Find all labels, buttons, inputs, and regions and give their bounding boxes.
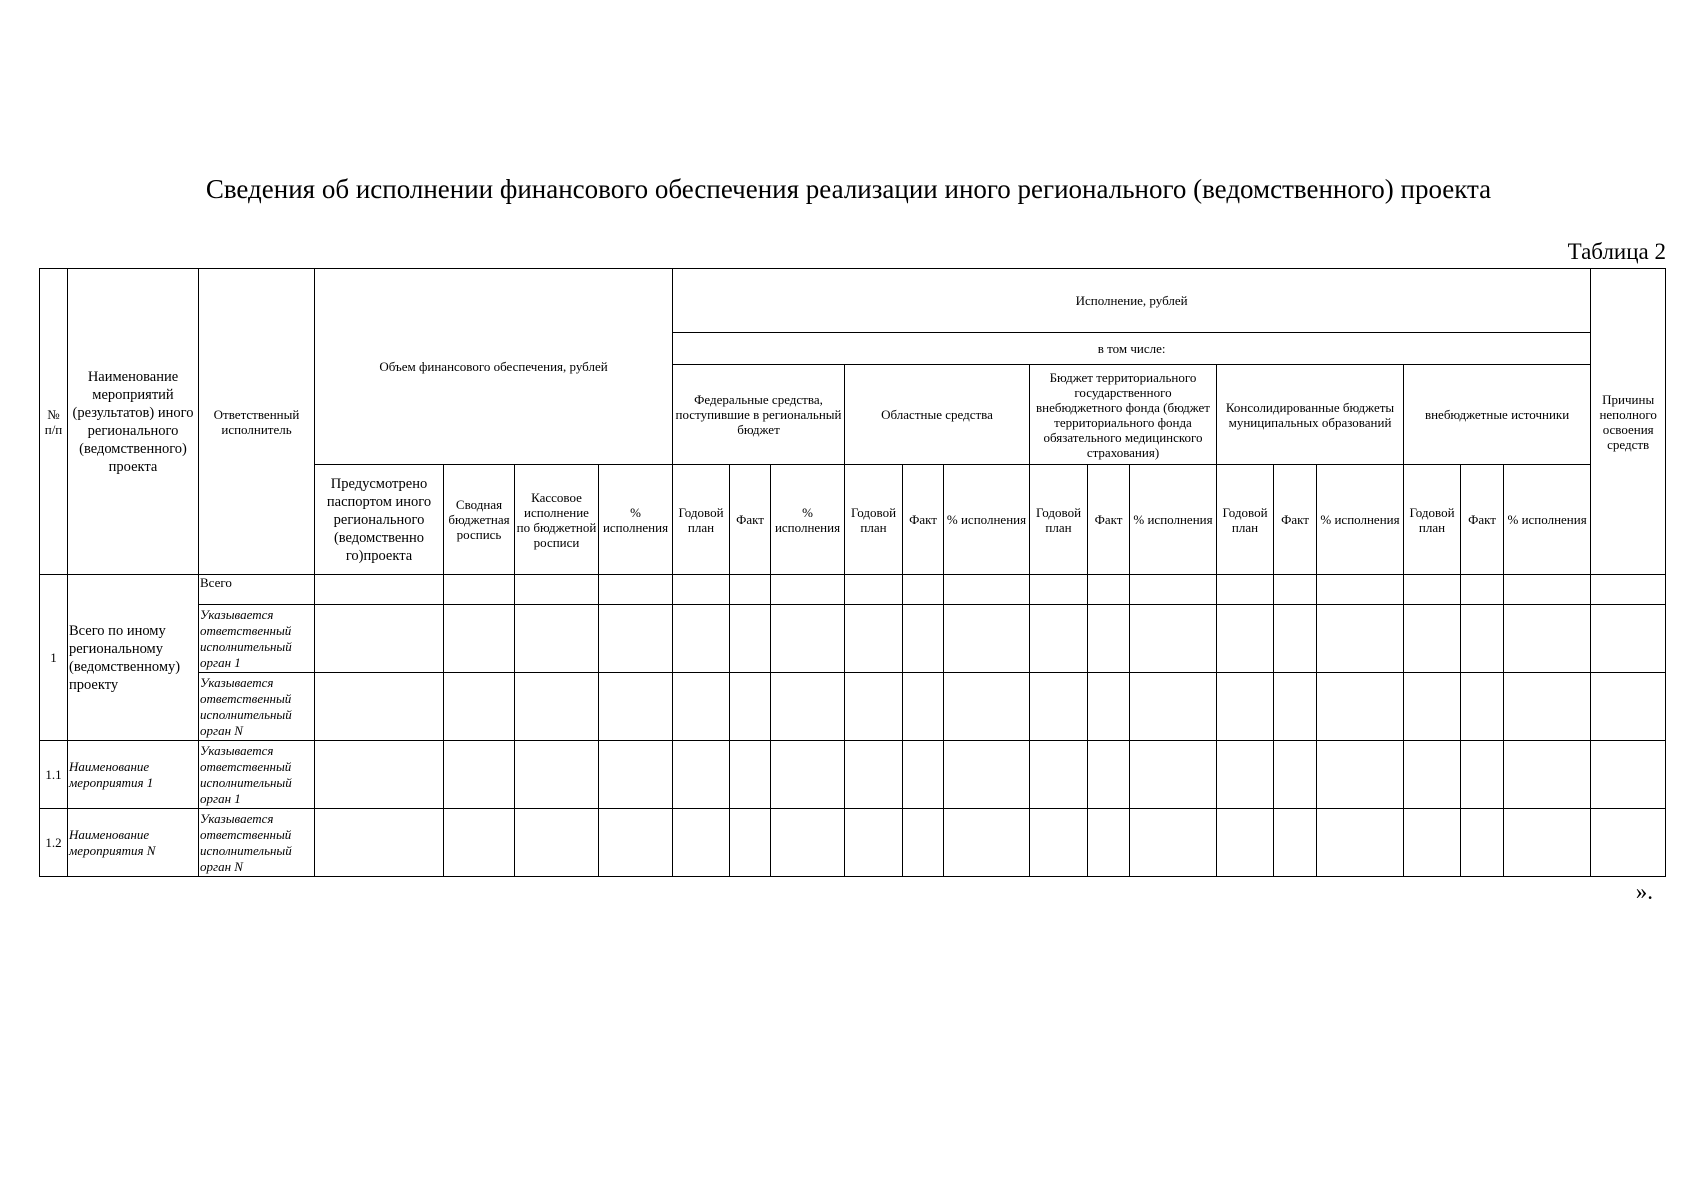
empty-cell <box>1504 741 1591 809</box>
empty-cell <box>1217 741 1274 809</box>
row-responsible: Указывается ответственный исполнительный орган N <box>199 809 315 877</box>
header-volume-budget-list: Сводная бюджетная роспись <box>444 465 515 575</box>
header-extrabudgetary-percent: % исполнения <box>1504 465 1591 575</box>
empty-cell <box>944 575 1030 605</box>
empty-cell <box>771 575 845 605</box>
empty-cell <box>673 605 730 673</box>
empty-cell <box>515 673 599 741</box>
empty-cell <box>1591 575 1666 605</box>
empty-cell <box>1088 673 1130 741</box>
table-row <box>40 605 1666 673</box>
empty-cell <box>515 575 599 605</box>
header-number: № п/п <box>40 269 68 575</box>
empty-cell <box>1274 741 1317 809</box>
table-row <box>40 575 1666 605</box>
empty-cell <box>1274 673 1317 741</box>
header-including: в том числе: <box>673 333 1591 365</box>
row-activity-name: Всего по иному региональному (ведомственному) проекту <box>68 575 199 741</box>
empty-cell <box>771 741 845 809</box>
empty-cell <box>1504 605 1591 673</box>
header-municipal-percent: % исполнения <box>1317 465 1404 575</box>
header-volume-cash-execution: Кассовое исполнение по бюджетной росписи <box>515 465 599 575</box>
empty-cell <box>903 809 944 877</box>
empty-cell <box>1130 673 1217 741</box>
header-group-territorial-fund: Бюджет территориального государственного внебюджетного фонда (бюджет территориального фонда обязательного медицинского страхования) <box>1030 365 1217 465</box>
row-responsible: Указывается ответственный исполнительный орган 1 <box>199 741 315 809</box>
header-extrabudgetary-fact: Факт <box>1461 465 1504 575</box>
row-responsible: Указывается ответственный исполнительный орган 1 <box>199 605 315 673</box>
row-responsible: Указывается ответственный исполнительный орган N <box>199 673 315 741</box>
empty-cell <box>1504 809 1591 877</box>
header-extrabudgetary-annual-plan: Годовой план <box>1404 465 1461 575</box>
table-row <box>40 673 1666 741</box>
empty-cell <box>1317 575 1404 605</box>
empty-cell <box>1274 605 1317 673</box>
empty-cell <box>845 605 903 673</box>
empty-cell <box>1030 741 1088 809</box>
empty-cell <box>1404 809 1461 877</box>
empty-cell <box>673 809 730 877</box>
header-territorial-annual-plan: Годовой план <box>1030 465 1088 575</box>
empty-cell <box>1130 741 1217 809</box>
empty-cell <box>1088 741 1130 809</box>
header-group-extrabudgetary: внебюджетные источники <box>1404 365 1591 465</box>
empty-cell <box>730 605 771 673</box>
header-federal-percent: % исполнения <box>771 465 845 575</box>
header-volume-passport: Предусмотрено паспортом иного регионального (ведомственно го)проекта <box>315 465 444 575</box>
empty-cell <box>903 605 944 673</box>
empty-cell <box>1461 673 1504 741</box>
empty-cell <box>315 673 444 741</box>
empty-cell <box>515 809 599 877</box>
empty-cell <box>845 575 903 605</box>
empty-cell <box>1088 809 1130 877</box>
empty-cell <box>771 605 845 673</box>
empty-cell <box>515 741 599 809</box>
empty-cell <box>315 741 444 809</box>
table-number-label: Таблица 2 <box>1567 239 1666 264</box>
header-group-regional: Областные средства <box>845 365 1030 465</box>
empty-cell <box>1591 673 1666 741</box>
header-municipal-annual-plan: Годовой план <box>1217 465 1274 575</box>
empty-cell <box>1317 605 1404 673</box>
empty-cell <box>444 809 515 877</box>
empty-cell <box>1317 741 1404 809</box>
empty-cell <box>730 809 771 877</box>
empty-cell <box>1504 673 1591 741</box>
empty-cell <box>444 741 515 809</box>
empty-cell <box>730 673 771 741</box>
empty-cell <box>771 673 845 741</box>
row-activity-name: Наименование мероприятия N <box>68 809 199 877</box>
header-regional-fact: Факт <box>903 465 944 575</box>
table-row <box>40 809 1666 877</box>
empty-cell <box>944 741 1030 809</box>
empty-cell <box>444 605 515 673</box>
empty-cell <box>771 809 845 877</box>
row-activity-name: Наименование мероприятия 1 <box>68 741 199 809</box>
row-number: 1.2 <box>40 809 68 877</box>
empty-cell <box>599 673 673 741</box>
empty-cell <box>515 605 599 673</box>
empty-cell <box>1030 673 1088 741</box>
empty-cell <box>1130 809 1217 877</box>
empty-cell <box>1461 741 1504 809</box>
empty-cell <box>1217 809 1274 877</box>
empty-cell <box>1130 575 1217 605</box>
empty-cell <box>444 673 515 741</box>
empty-cell <box>1461 605 1504 673</box>
empty-cell <box>903 741 944 809</box>
empty-cell <box>1404 605 1461 673</box>
empty-cell <box>599 605 673 673</box>
header-regional-percent: % исполнения <box>944 465 1030 575</box>
empty-cell <box>1088 575 1130 605</box>
empty-cell <box>673 741 730 809</box>
empty-cell <box>903 673 944 741</box>
empty-cell <box>599 809 673 877</box>
header-responsible: Ответственный исполнитель <box>199 269 315 575</box>
header-federal-annual-plan: Годовой план <box>673 465 730 575</box>
header-federal-fact: Факт <box>730 465 771 575</box>
empty-cell <box>444 575 515 605</box>
empty-cell <box>1461 575 1504 605</box>
empty-cell <box>1088 605 1130 673</box>
empty-cell <box>845 673 903 741</box>
empty-cell <box>944 605 1030 673</box>
header-financing-volume: Объем финансового обеспечения, рублей <box>315 269 673 465</box>
empty-cell <box>315 605 444 673</box>
header-group-federal: Федеральные средства, поступившие в региональный бюджет <box>673 365 845 465</box>
header-municipal-fact: Факт <box>1274 465 1317 575</box>
empty-cell <box>1404 741 1461 809</box>
empty-cell <box>1404 673 1461 741</box>
empty-cell <box>599 575 673 605</box>
row-number: 1 <box>40 575 68 741</box>
row-number: 1.1 <box>40 741 68 809</box>
empty-cell <box>1217 605 1274 673</box>
document-title: Сведения об исполнении финансового обеспечения реализации иного регионального (ведомственного) проекта <box>205 174 1492 204</box>
empty-cell <box>315 809 444 877</box>
row-responsible: Всего <box>199 575 315 605</box>
empty-cell <box>1030 809 1088 877</box>
empty-cell <box>845 809 903 877</box>
empty-cell <box>1461 809 1504 877</box>
empty-cell <box>315 575 444 605</box>
empty-cell <box>903 575 944 605</box>
header-row-1 <box>40 269 1666 333</box>
empty-cell <box>1217 673 1274 741</box>
empty-cell <box>1030 575 1088 605</box>
header-group-municipal: Консолидированные бюджеты муниципальных образований <box>1217 365 1404 465</box>
header-territorial-fact: Факт <box>1088 465 1130 575</box>
table-row <box>40 741 1666 809</box>
empty-cell <box>1317 673 1404 741</box>
empty-cell <box>1404 575 1461 605</box>
empty-cell <box>1030 605 1088 673</box>
header-reasons: Причины неполного освоения средств <box>1591 269 1666 575</box>
empty-cell <box>1274 575 1317 605</box>
empty-cell <box>730 575 771 605</box>
closing-quote-mark: ». <box>1635 879 1653 904</box>
empty-cell <box>845 741 903 809</box>
header-execution: Исполнение, рублей <box>673 269 1591 333</box>
empty-cell <box>1274 809 1317 877</box>
header-volume-percent: % исполнения <box>599 465 673 575</box>
empty-cell <box>673 575 730 605</box>
execution-report-table <box>39 268 1666 877</box>
empty-cell <box>730 741 771 809</box>
header-regional-annual-plan: Годовой план <box>845 465 903 575</box>
empty-cell <box>599 741 673 809</box>
empty-cell <box>673 673 730 741</box>
empty-cell <box>944 673 1030 741</box>
empty-cell <box>1504 575 1591 605</box>
empty-cell <box>1217 575 1274 605</box>
empty-cell <box>1591 605 1666 673</box>
header-activity-name: Наименование мероприятий (результатов) иного регионального (ведомственного) проекта <box>68 269 199 575</box>
empty-cell <box>1591 741 1666 809</box>
empty-cell <box>1591 809 1666 877</box>
header-territorial-percent: % исполнения <box>1130 465 1217 575</box>
empty-cell <box>1130 605 1217 673</box>
empty-cell <box>944 809 1030 877</box>
empty-cell <box>1317 809 1404 877</box>
